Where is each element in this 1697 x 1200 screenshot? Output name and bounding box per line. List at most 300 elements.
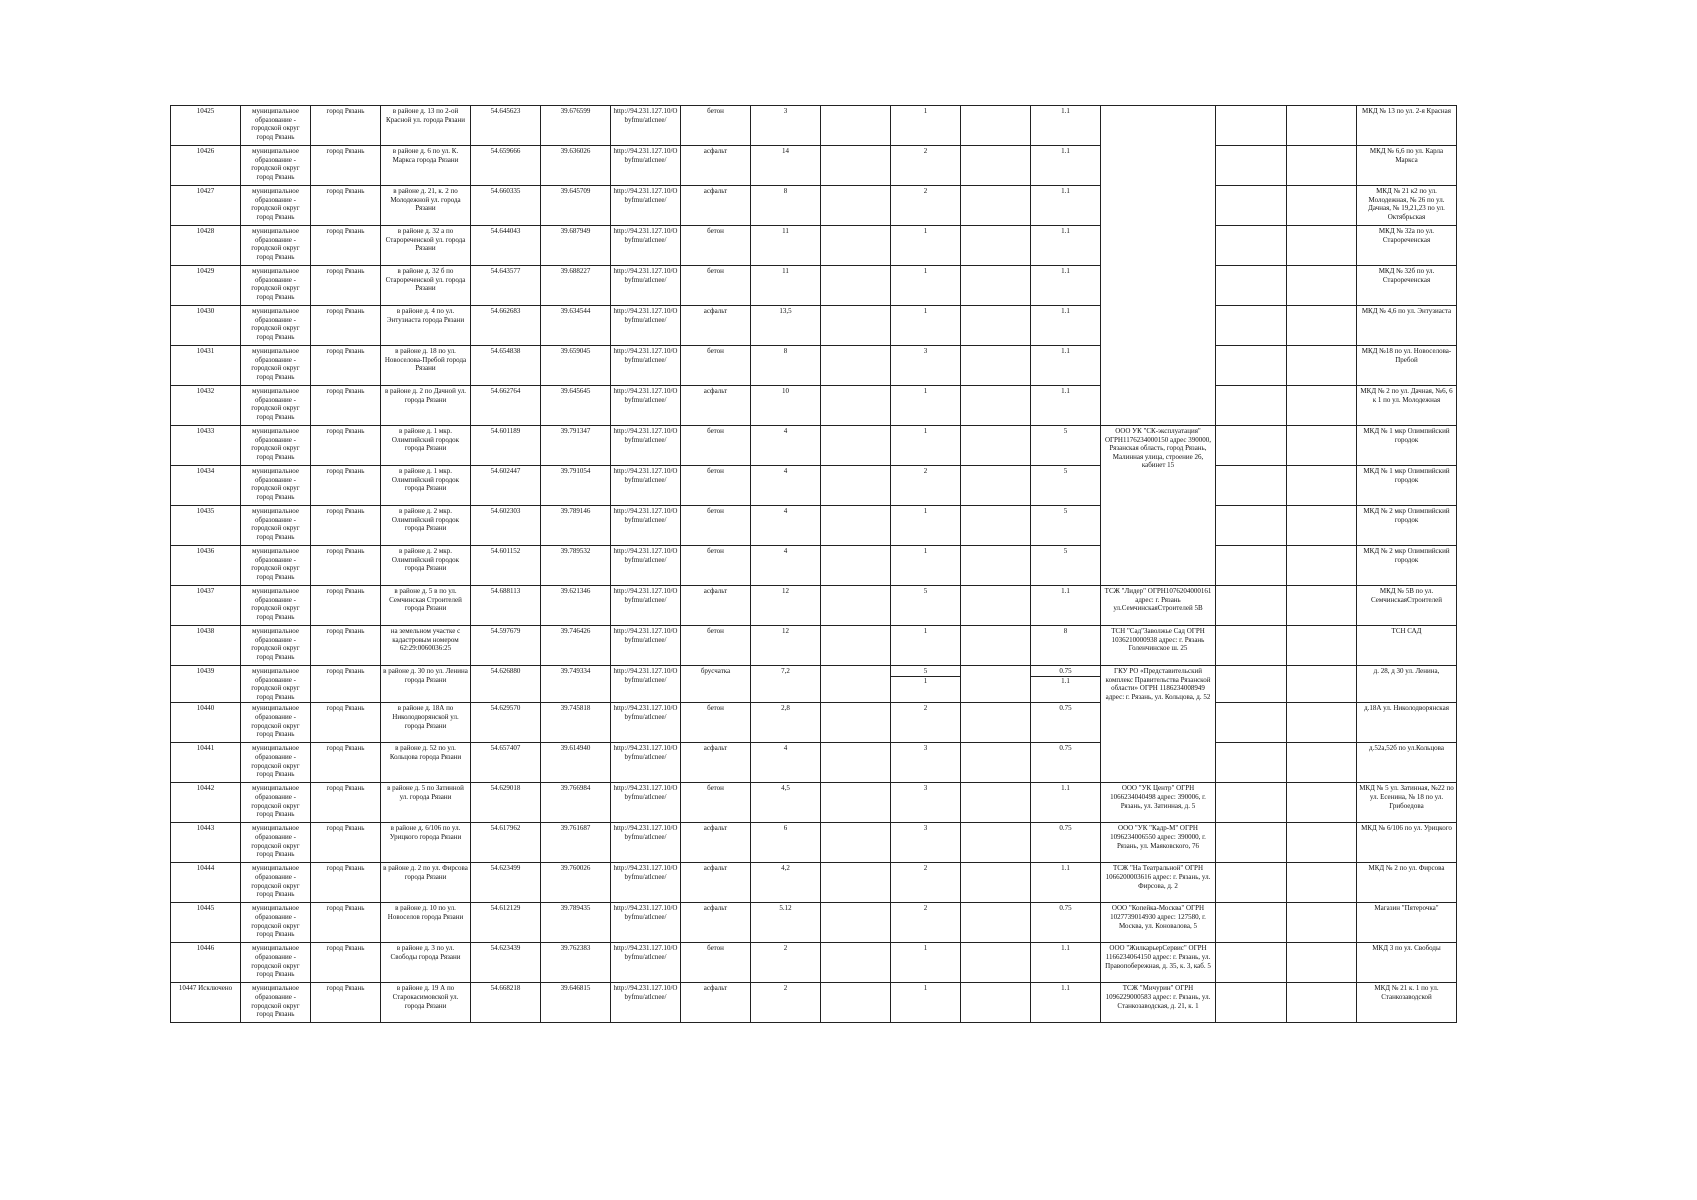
cell-empty <box>1216 266 1287 306</box>
cell-source: д. 28, д 30 ул. Ленина, <box>1357 666 1457 703</box>
container-sites-table <box>170 105 1457 1023</box>
table-row <box>171 546 1457 586</box>
cell-latitude: 54.623439 <box>471 943 541 983</box>
cell-latitude: 54.644043 <box>471 226 541 266</box>
table-row <box>171 426 1457 466</box>
cell-empty <box>821 823 891 863</box>
cell-link: http://94.231.127.10/Obyfmu/atlcnee/ <box>611 703 681 743</box>
cell-container-count: 2 <box>891 186 961 226</box>
cell-city: город Рязань <box>311 386 381 426</box>
cell-empty <box>1287 186 1357 226</box>
cell-link: http://94.231.127.10/Obyfmu/atlcnee/ <box>611 743 681 783</box>
cell-link: http://94.231.127.10/Obyfmu/atlcnee/ <box>611 626 681 666</box>
cell-container-volume: 1.1 <box>1031 266 1101 306</box>
cell-source: МКД № 13 по ул. 2-я Красная <box>1357 106 1457 146</box>
cell-link: http://94.231.127.10/Obyfmu/atlcnee/ <box>611 106 681 146</box>
cell-municipality: муниципальное образование - городской округ город Рязань <box>241 743 311 783</box>
cell-address: в районе д. 13 по 2-ой Красной ул. города Рязани <box>381 106 471 146</box>
cell-source: МКД № 6/106 по ул. Урицкого <box>1357 823 1457 863</box>
cell-empty <box>1216 186 1287 226</box>
cell-empty <box>1216 426 1287 466</box>
cell-id: 10436 <box>171 546 241 586</box>
table-row <box>171 266 1457 306</box>
cell-latitude: 54.602303 <box>471 506 541 546</box>
cell-city: город Рязань <box>311 346 381 386</box>
cell-empty <box>1216 106 1287 146</box>
cell-empty <box>1216 943 1287 983</box>
cell-empty <box>821 546 891 586</box>
cell-container-volume: 1.1 <box>1031 146 1101 186</box>
cell-container-volume: 5 <box>1031 426 1101 466</box>
cell-surface: бетон <box>681 546 751 586</box>
cell-area: 2 <box>751 943 821 983</box>
cell-empty <box>1216 743 1287 783</box>
cell-address: в районе д. 1 мкр. Олимпийский городок города Рязани <box>381 426 471 466</box>
cell-container-count: 2 <box>891 466 961 506</box>
cell-surface: бетон <box>681 466 751 506</box>
cell-area: 11 <box>751 266 821 306</box>
cell-address: в районе д. 30 по ул. Ленина города Рязани <box>381 666 471 703</box>
cell-container-volume: 1.1 <box>1031 586 1101 626</box>
cell-container-count: 3 <box>891 346 961 386</box>
cell-longitude: 39.636026 <box>541 146 611 186</box>
cell-empty <box>1287 783 1357 823</box>
cell-id: 10443 <box>171 823 241 863</box>
cell-empty <box>1216 226 1287 266</box>
cell-container-count: 1 <box>891 506 961 546</box>
cell-link: http://94.231.127.10/Obyfmu/atlcnee/ <box>611 903 681 943</box>
cell-empty <box>961 586 1031 626</box>
cell-city: город Рязань <box>311 106 381 146</box>
cell-empty <box>961 546 1031 586</box>
cell-city: город Рязань <box>311 823 381 863</box>
cell-city: город Рязань <box>311 586 381 626</box>
cell-empty <box>1287 506 1357 546</box>
cell-owner <box>1101 106 1216 426</box>
cell-longitude: 39.789435 <box>541 903 611 943</box>
cell-id: 10427 <box>171 186 241 226</box>
cell-container-volume: 8 <box>1031 626 1101 666</box>
cell-link: http://94.231.127.10/Obyfmu/atlcnee/ <box>611 546 681 586</box>
table-row <box>171 626 1457 666</box>
cell-empty <box>961 186 1031 226</box>
cell-empty <box>1287 426 1357 466</box>
cell-container-count <box>891 666 961 703</box>
cell-id: 10446 <box>171 943 241 983</box>
cell-longitude: 39.645645 <box>541 386 611 426</box>
cell-source: ТСН САД <box>1357 626 1457 666</box>
cell-surface: асфальт <box>681 863 751 903</box>
cell-id: 10441 <box>171 743 241 783</box>
cell-empty <box>961 426 1031 466</box>
cell-city: город Рязань <box>311 186 381 226</box>
cell-empty <box>821 186 891 226</box>
cell-container-count: 1 <box>891 226 961 266</box>
cell-address: в районе д. 2 по ул. Фирсова города Рязани <box>381 863 471 903</box>
table-row <box>171 106 1457 146</box>
cell-empty <box>821 306 891 346</box>
cell-latitude: 54.643577 <box>471 266 541 306</box>
cell-city: город Рязань <box>311 466 381 506</box>
cell-empty <box>1216 666 1287 703</box>
cell-area: 4,2 <box>751 863 821 903</box>
cell-empty <box>821 783 891 823</box>
cell-empty <box>1216 146 1287 186</box>
cell-link: http://94.231.127.10/Obyfmu/atlcnee/ <box>611 783 681 823</box>
cell-container-count: 3 <box>891 783 961 823</box>
cell-latitude: 54.629018 <box>471 783 541 823</box>
cell-source: МКД № 2 мкр Олимпийский городок <box>1357 506 1457 546</box>
cell-municipality: муниципальное образование - городской округ город Рязань <box>241 783 311 823</box>
cell-id: 10426 <box>171 146 241 186</box>
cell-latitude: 54.659666 <box>471 146 541 186</box>
cell-address: в районе д. 3 по ул. Свободы города Рязани <box>381 943 471 983</box>
cell-municipality: муниципальное образование - городской округ город Рязань <box>241 703 311 743</box>
cell-container-volume: 0.75 <box>1031 903 1101 943</box>
table-row <box>171 306 1457 346</box>
cell-source: МКД № 32б по ул. Старореченская <box>1357 266 1457 306</box>
cell-container-volume: 1.1 <box>1031 783 1101 823</box>
cell-surface: асфальт <box>681 983 751 1023</box>
cell-id: 10440 <box>171 703 241 743</box>
cell-empty <box>961 506 1031 546</box>
cell-empty <box>961 903 1031 943</box>
cell-longitude: 39.761687 <box>541 823 611 863</box>
cell-empty <box>821 466 891 506</box>
cell-source: д.18А ул. Николодворянская <box>1357 703 1457 743</box>
cell-container-count: 2 <box>891 703 961 743</box>
cell-longitude: 39.634544 <box>541 306 611 346</box>
cell-container-count: 1 <box>891 943 961 983</box>
cell-container-count: 2 <box>891 903 961 943</box>
cell-latitude: 54.629570 <box>471 703 541 743</box>
cell-source: МКД № 4,6 по ул. Энтузиаста <box>1357 306 1457 346</box>
cell-municipality: муниципальное образование - городской округ город Рязань <box>241 666 311 703</box>
cell-latitude: 54.597679 <box>471 626 541 666</box>
cell-empty <box>821 983 891 1023</box>
cell-surface: асфальт <box>681 586 751 626</box>
cell-empty <box>1287 346 1357 386</box>
cell-owner: ООО "УК Центр" ОГРН 1066234040498 адрес: 390006, г. Рязань, ул. Затинная, д. 5 <box>1101 783 1216 823</box>
cell-municipality: муниципальное образование - городской округ город Рязань <box>241 106 311 146</box>
cell-latitude: 54.688113 <box>471 586 541 626</box>
cell-empty <box>1216 823 1287 863</box>
cell-container-count: 1 <box>891 626 961 666</box>
cell-container-volume: 0.75 <box>1031 743 1101 783</box>
cell-id: 10429 <box>171 266 241 306</box>
cell-area: 8 <box>751 346 821 386</box>
cell-link: http://94.231.127.10/Obyfmu/atlcnee/ <box>611 306 681 346</box>
cell-source: МКД № 5В по ул. СемчинскаяСтроителей <box>1357 586 1457 626</box>
cell-empty <box>821 703 891 743</box>
cell-empty <box>961 983 1031 1023</box>
cell-area: 4 <box>751 743 821 783</box>
cell-empty <box>1287 266 1357 306</box>
cell-empty <box>1216 386 1287 426</box>
cell-empty <box>1216 903 1287 943</box>
cell-container-count: 1 <box>891 106 961 146</box>
cell-container-volume: 1.1 <box>1031 346 1101 386</box>
cell-empty <box>1216 863 1287 903</box>
cell-id: 10434 <box>171 466 241 506</box>
cell-container-count: 3 <box>891 743 961 783</box>
table-row <box>171 466 1457 506</box>
cell-empty <box>821 266 891 306</box>
cell-surface: бетон <box>681 106 751 146</box>
cell-longitude: 39.614940 <box>541 743 611 783</box>
cell-area: 4 <box>751 546 821 586</box>
cell-city: город Рязань <box>311 626 381 666</box>
cell-container-volume: 0.75 <box>1031 703 1101 743</box>
cell-municipality: муниципальное образование - городской округ город Рязань <box>241 586 311 626</box>
table-row <box>171 226 1457 266</box>
cell-container-volume: 5 <box>1031 546 1101 586</box>
cell-latitude: 54.612129 <box>471 903 541 943</box>
cell-latitude: 54.668218 <box>471 983 541 1023</box>
cell-empty <box>961 783 1031 823</box>
table-row <box>171 903 1457 943</box>
cell-latitude: 54.626880 <box>471 666 541 703</box>
cell-city: город Рязань <box>311 783 381 823</box>
cell-source: МКД № 5 ул. Затинная, №22 по ул. Есенина, № 18 по ул. Грибоедова <box>1357 783 1457 823</box>
cell-source: МКД № 2 по ул. Дачная, №6, 6 к 1 по ул. Молодежная <box>1357 386 1457 426</box>
cell-empty <box>821 386 891 426</box>
cell-container-count: 1 <box>891 983 961 1023</box>
cell-id: 10438 <box>171 626 241 666</box>
cell-empty <box>1216 703 1287 743</box>
cell-longitude: 39.745818 <box>541 703 611 743</box>
cell-surface: бетон <box>681 626 751 666</box>
cell-container-volume: 1.1 <box>1031 306 1101 346</box>
cell-empty <box>961 226 1031 266</box>
cell-surface: асфальт <box>681 823 751 863</box>
cell-empty <box>1216 506 1287 546</box>
cell-city: город Рязань <box>311 983 381 1023</box>
cell-area: 7,2 <box>751 666 821 703</box>
cell-latitude: 54.660335 <box>471 186 541 226</box>
cell-latitude: 54.654838 <box>471 346 541 386</box>
cell-empty <box>1287 743 1357 783</box>
cell-empty <box>961 863 1031 903</box>
cell-link: http://94.231.127.10/Obyfmu/atlcnee/ <box>611 506 681 546</box>
cell-address: в районе д. 5 по Затинной ул. города Рязани <box>381 783 471 823</box>
cell-container-volume: 1.1 <box>1031 863 1101 903</box>
cell-source: МКД № 2 по ул. Фирсова <box>1357 863 1457 903</box>
cell-longitude: 39.789532 <box>541 546 611 586</box>
cell-longitude: 39.789146 <box>541 506 611 546</box>
cell-empty <box>961 106 1031 146</box>
cell-municipality: муниципальное образование - городской округ город Рязань <box>241 506 311 546</box>
cell-owner: ООО "ЖилкарьерСервис" ОГРН 1166234064150 адрес: г. Рязань, ул. Правопобережная, д. 35, к. 3, каб. 5 <box>1101 943 1216 983</box>
cell-longitude: 39.760026 <box>541 863 611 903</box>
cell-id: 10430 <box>171 306 241 346</box>
cell-empty <box>1287 666 1357 703</box>
cell-longitude: 39.645709 <box>541 186 611 226</box>
cell-latitude: 54.601189 <box>471 426 541 466</box>
table-row <box>171 506 1457 546</box>
cell-municipality: муниципальное образование - городской округ город Рязань <box>241 903 311 943</box>
volume-line: 0.75 <box>1059 667 1072 675</box>
cell-municipality: муниципальное образование - городской округ город Рязань <box>241 546 311 586</box>
cell-city: город Рязань <box>311 146 381 186</box>
cell-address: в районе д. 1 мкр. Олимпийский городок города Рязани <box>381 466 471 506</box>
cell-container-volume <box>1031 666 1101 703</box>
cell-empty <box>821 903 891 943</box>
cell-id: 10432 <box>171 386 241 426</box>
cell-city: город Рязань <box>311 506 381 546</box>
cell-address: в районе д. 2 мкр. Олимпийский городок города Рязани <box>381 506 471 546</box>
table-row <box>171 666 1457 703</box>
table-row <box>171 346 1457 386</box>
cell-empty <box>1287 903 1357 943</box>
cell-container-count: 1 <box>891 386 961 426</box>
cell-empty <box>1216 346 1287 386</box>
cell-link: http://94.231.127.10/Obyfmu/atlcnee/ <box>611 586 681 626</box>
cell-municipality: муниципальное образование - городской округ город Рязань <box>241 306 311 346</box>
cell-source: МКД №18 по ул. Новоселова-Пребой <box>1357 346 1457 386</box>
cell-link: http://94.231.127.10/Obyfmu/atlcnee/ <box>611 346 681 386</box>
cell-latitude: 54.657407 <box>471 743 541 783</box>
cell-empty <box>821 426 891 466</box>
cell-area: 2 <box>751 983 821 1023</box>
cell-municipality: муниципальное образование - городской округ город Рязань <box>241 186 311 226</box>
cell-address: в районе д. 2 по Дачной ул. города Рязани <box>381 386 471 426</box>
cell-longitude: 39.766984 <box>541 783 611 823</box>
cell-link: http://94.231.127.10/Obyfmu/atlcnee/ <box>611 386 681 426</box>
cell-area: 12 <box>751 586 821 626</box>
cell-empty <box>821 226 891 266</box>
count-line: 1 <box>891 676 960 686</box>
cell-empty <box>821 106 891 146</box>
cell-link: http://94.231.127.10/Obyfmu/atlcnee/ <box>611 823 681 863</box>
cell-surface: асфальт <box>681 903 751 943</box>
cell-municipality: муниципальное образование - городской округ город Рязань <box>241 346 311 386</box>
cell-municipality: муниципальное образование - городской округ город Рязань <box>241 386 311 426</box>
cell-id: 10425 <box>171 106 241 146</box>
cell-address: на земельном участке с кадастровым номером 62:29:0060036:25 <box>381 626 471 666</box>
cell-area: 4 <box>751 466 821 506</box>
cell-container-volume: 1.1 <box>1031 106 1101 146</box>
cell-surface: бетон <box>681 346 751 386</box>
table-row <box>171 586 1457 626</box>
cell-surface: бетон <box>681 426 751 466</box>
cell-container-count: 3 <box>891 823 961 863</box>
cell-id: 10433 <box>171 426 241 466</box>
cell-source: МКД № 21 к2 по ул. Молодежная, № 26 по ул. Дачная, № 19,21,23 по ул. Октябрьская <box>1357 186 1457 226</box>
cell-empty <box>961 823 1031 863</box>
cell-container-volume: 0.75 <box>1031 823 1101 863</box>
cell-area: 4 <box>751 506 821 546</box>
cell-city: город Рязань <box>311 863 381 903</box>
cell-source: МКД № 6,6 по ул. Карла Маркса <box>1357 146 1457 186</box>
cell-address: в районе д. 52 по ул. Кольцова города Рязани <box>381 743 471 783</box>
cell-surface: бетон <box>681 943 751 983</box>
cell-area: 5.12 <box>751 903 821 943</box>
cell-empty <box>821 626 891 666</box>
cell-municipality: муниципальное образование - городской округ город Рязань <box>241 426 311 466</box>
cell-empty <box>1216 306 1287 346</box>
cell-longitude: 39.746426 <box>541 626 611 666</box>
cell-container-volume: 1.1 <box>1031 226 1101 266</box>
table-row <box>171 703 1457 743</box>
cell-address: в районе д. 21, к. 2 по Молодежной ул. города Рязани <box>381 186 471 226</box>
cell-empty <box>1287 943 1357 983</box>
cell-empty <box>821 743 891 783</box>
cell-empty <box>821 666 891 703</box>
cell-address: в районе д. 32 б по Старореченской ул. города Рязани <box>381 266 471 306</box>
cell-latitude: 54.645623 <box>471 106 541 146</box>
document-page <box>170 105 1456 1023</box>
cell-municipality: муниципальное образование - городской округ город Рязань <box>241 466 311 506</box>
cell-owner: ТСЖ "На Театральной" ОГРН 1066200003616 адрес: г. Рязань, ул. Фирсова, д. 2 <box>1101 863 1216 903</box>
cell-source: д.52а,52б по ул.Кольцова <box>1357 743 1457 783</box>
cell-owner: ООО "Копейка-Москва" ОГРН 1027739014930 адрес: 127580, г. Москва, ул. Коновалова, 5 <box>1101 903 1216 943</box>
cell-empty <box>821 863 891 903</box>
table-row <box>171 146 1457 186</box>
cell-container-count: 2 <box>891 863 961 903</box>
cell-container-count: 1 <box>891 306 961 346</box>
cell-longitude: 39.762383 <box>541 943 611 983</box>
cell-city: город Рязань <box>311 306 381 346</box>
cell-link: http://94.231.127.10/Obyfmu/atlcnee/ <box>611 983 681 1023</box>
cell-empty <box>1287 626 1357 666</box>
cell-surface: брусчатка <box>681 666 751 703</box>
cell-address: в районе д. 4 по ул. Энтузиаста города Рязани <box>381 306 471 346</box>
cell-address: в районе д. 10 по ул. Новоселов города Рязани <box>381 903 471 943</box>
table-body <box>171 106 1457 1023</box>
cell-link: http://94.231.127.10/Obyfmu/atlcnee/ <box>611 666 681 703</box>
cell-empty <box>961 743 1031 783</box>
cell-city: город Рязань <box>311 266 381 306</box>
cell-empty <box>1216 586 1287 626</box>
cell-container-count: 5 <box>891 586 961 626</box>
cell-link: http://94.231.127.10/Obyfmu/atlcnee/ <box>611 186 681 226</box>
cell-longitude: 39.688227 <box>541 266 611 306</box>
cell-address: в районе д. 5 в по ул. Семчинская Строителей города Рязани <box>381 586 471 626</box>
cell-container-volume: 1.1 <box>1031 943 1101 983</box>
cell-link: http://94.231.127.10/Obyfmu/atlcnee/ <box>611 466 681 506</box>
cell-empty <box>961 666 1031 703</box>
cell-empty <box>961 626 1031 666</box>
cell-surface: бетон <box>681 506 751 546</box>
cell-latitude: 54.662683 <box>471 306 541 346</box>
cell-empty <box>821 146 891 186</box>
cell-longitude: 39.659045 <box>541 346 611 386</box>
table-row <box>171 943 1457 983</box>
cell-empty <box>1216 546 1287 586</box>
cell-municipality: муниципальное образование - городской округ город Рязань <box>241 983 311 1023</box>
cell-owner: ООО УК "СК-эксплуатация" ОГРН1176234000150 адрес 390000, Рязанская область, город Рязань, Малинная улица, строение 26, кабинет 15 <box>1101 426 1216 586</box>
cell-container-count: 1 <box>891 546 961 586</box>
cell-municipality: муниципальное образование - городской округ город Рязань <box>241 626 311 666</box>
cell-container-volume: 1.1 <box>1031 186 1101 226</box>
cell-id: 10435 <box>171 506 241 546</box>
cell-area: 2,8 <box>751 703 821 743</box>
cell-empty <box>1287 546 1357 586</box>
cell-city: город Рязань <box>311 943 381 983</box>
cell-surface: бетон <box>681 266 751 306</box>
cell-area: 4,5 <box>751 783 821 823</box>
cell-area: 10 <box>751 386 821 426</box>
cell-municipality: муниципальное образование - городской округ город Рязань <box>241 863 311 903</box>
cell-municipality: муниципальное образование - городской округ город Рязань <box>241 823 311 863</box>
cell-link: http://94.231.127.10/Obyfmu/atlcnee/ <box>611 863 681 903</box>
cell-owner: ТСЖ "Мичурин" ОГРН 1096229000583 адрес: г. Рязань, ул. Станкозаводская, д. 21, к. 1 <box>1101 983 1216 1023</box>
cell-empty <box>961 346 1031 386</box>
cell-id: 10447 Исключено <box>171 983 241 1023</box>
cell-latitude: 54.623499 <box>471 863 541 903</box>
cell-latitude: 54.617962 <box>471 823 541 863</box>
